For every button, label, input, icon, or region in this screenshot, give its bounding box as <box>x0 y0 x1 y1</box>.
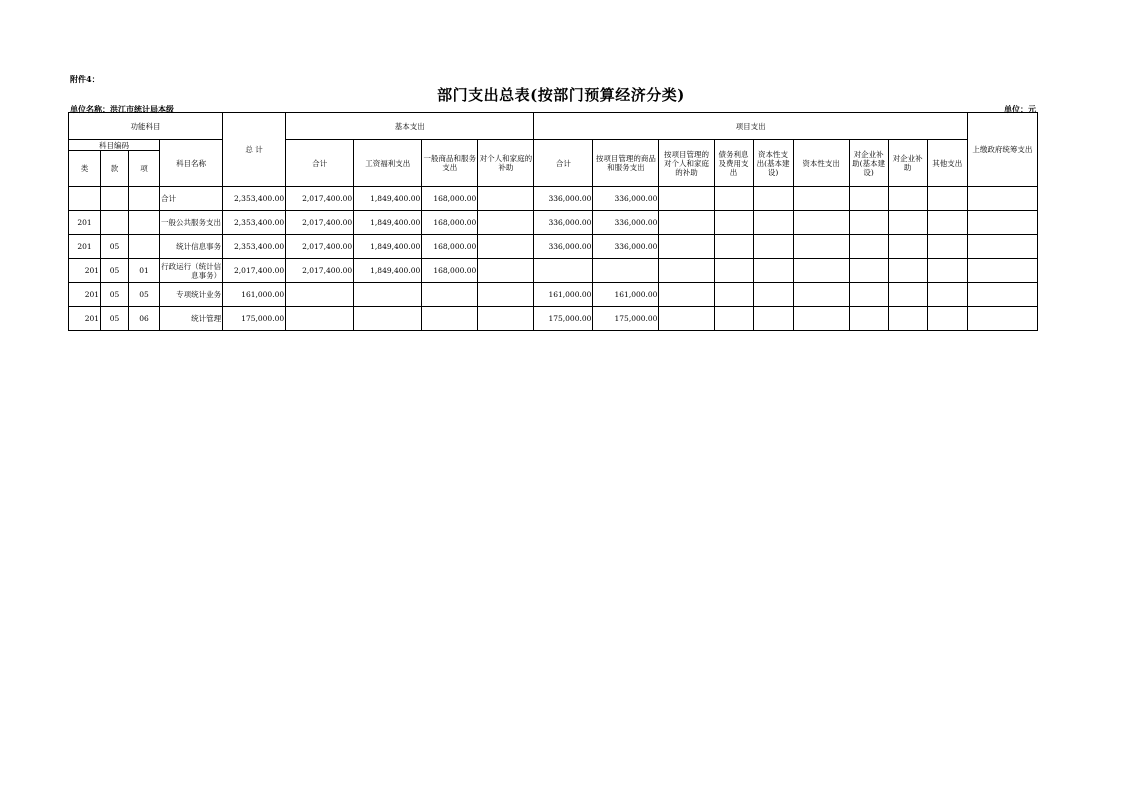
func-subject-header: 功能科目 <box>69 113 223 140</box>
other-header: 其他支出 <box>927 140 967 187</box>
wages-cell <box>354 307 422 331</box>
basic-expenditure-header: 基本支出 <box>286 113 534 140</box>
empty-cell <box>793 187 849 211</box>
empty-cell <box>793 211 849 235</box>
xiang-cell: 05 <box>129 283 160 307</box>
empty-cell <box>793 259 849 283</box>
basic-total-cell <box>286 307 354 331</box>
enterprise-header: 对企业补助 <box>888 140 927 187</box>
basic-total-cell: 2,017,400.00 <box>286 259 354 283</box>
project-total-cell: 161,000.00 <box>534 283 593 307</box>
empty-cell <box>714 283 753 307</box>
empty-cell <box>714 307 753 331</box>
basic-total-header: 合计 <box>286 140 354 187</box>
project-goods-cell: 336,000.00 <box>593 235 659 259</box>
empty-cell <box>714 235 753 259</box>
project-total-cell: 336,000.00 <box>534 235 593 259</box>
xiang-cell <box>129 235 160 259</box>
subject-name-cell: 统计管理 <box>160 307 223 331</box>
lei-header: 类 <box>69 151 101 187</box>
project-total-cell: 336,000.00 <box>534 211 593 235</box>
empty-cell <box>927 211 967 235</box>
empty-cell <box>967 235 1037 259</box>
page-title: 部门支出总表(按部门预算经济分类) <box>437 86 685 104</box>
subsidy-cell <box>478 235 534 259</box>
project-total-cell: 175,000.00 <box>534 307 593 331</box>
xiang-cell: 01 <box>129 259 160 283</box>
total-header: 总 计 <box>223 113 286 187</box>
attachment-label: 附件4： <box>70 74 100 84</box>
empty-cell <box>793 283 849 307</box>
empty-cell <box>659 187 714 211</box>
empty-cell <box>849 235 888 259</box>
wages-cell <box>354 283 422 307</box>
xiang-cell: 06 <box>129 307 160 331</box>
basic-total-cell: 2,017,400.00 <box>286 211 354 235</box>
table-row <box>69 211 1038 235</box>
empty-cell <box>967 307 1037 331</box>
kuan-cell: 05 <box>101 235 129 259</box>
empty-cell <box>927 187 967 211</box>
table-row <box>69 235 1038 259</box>
subject-name-cell: 一般公共服务支出 <box>160 211 223 235</box>
empty-cell <box>888 307 927 331</box>
empty-cell <box>849 259 888 283</box>
subject-name-cell: 行政运行（统计信息事务） <box>160 259 223 283</box>
empty-cell <box>849 187 888 211</box>
empty-cell <box>793 235 849 259</box>
currency-unit-label: 单位：元 <box>1004 104 1036 114</box>
project-expenditure-header: 项目支出 <box>534 113 967 140</box>
household-subsidy-header: 对个人和家庭的补助 <box>478 140 534 187</box>
empty-cell <box>753 283 793 307</box>
empty-cell <box>659 259 714 283</box>
project-goods-header: 按项目管理的商品和服务支出 <box>593 140 659 187</box>
table-row <box>69 283 1038 307</box>
project-goods-cell: 175,000.00 <box>593 307 659 331</box>
subsidy-cell <box>478 211 534 235</box>
empty-cell <box>967 259 1037 283</box>
total-cell: 2,353,400.00 <box>223 211 286 235</box>
kuan-header: 款 <box>101 151 129 187</box>
kuan-cell <box>101 187 129 211</box>
unit-name-label: 单位名称：洪江市统计局本级 <box>70 104 174 114</box>
empty-cell <box>888 235 927 259</box>
header-row-1 <box>69 113 1038 140</box>
wages-cell: 1,849,400.00 <box>354 187 422 211</box>
subsidy-cell <box>478 307 534 331</box>
project-total-header: 合计 <box>534 140 593 187</box>
subject-name-header: 科目名称 <box>160 140 223 187</box>
empty-cell <box>753 211 793 235</box>
empty-cell <box>927 307 967 331</box>
total-cell: 2,353,400.00 <box>223 235 286 259</box>
goods-cell: 168,000.00 <box>422 259 478 283</box>
empty-cell <box>888 187 927 211</box>
lei-cell <box>69 187 101 211</box>
basic-total-cell <box>286 283 354 307</box>
subsidy-cell <box>478 187 534 211</box>
empty-cell <box>849 307 888 331</box>
xiang-cell <box>129 211 160 235</box>
empty-cell <box>714 187 753 211</box>
empty-cell <box>659 307 714 331</box>
table-row <box>69 307 1038 331</box>
wages-header: 工资福利支出 <box>354 140 422 187</box>
empty-cell <box>888 283 927 307</box>
empty-cell <box>967 283 1037 307</box>
empty-cell <box>967 211 1037 235</box>
expenditure-table <box>68 112 1038 331</box>
project-goods-cell: 161,000.00 <box>593 283 659 307</box>
lei-cell: 201 <box>69 211 101 235</box>
subsidy-cell <box>478 283 534 307</box>
empty-cell <box>967 187 1037 211</box>
total-cell: 161,000.00 <box>223 283 286 307</box>
empty-cell <box>888 211 927 235</box>
goods-cell: 168,000.00 <box>422 211 478 235</box>
goods-services-header: 一般商品和服务支出 <box>422 140 478 187</box>
subsidy-cell <box>478 259 534 283</box>
empty-cell <box>714 259 753 283</box>
project-goods-cell <box>593 259 659 283</box>
empty-cell <box>927 259 967 283</box>
project-total-cell <box>534 259 593 283</box>
xiang-cell <box>129 187 160 211</box>
subject-code-header: 科目编码 <box>69 140 160 151</box>
table-row <box>69 187 1038 211</box>
goods-cell <box>422 283 478 307</box>
subject-name-cell: 专项统计业务 <box>160 283 223 307</box>
empty-cell <box>753 259 793 283</box>
table-row <box>69 259 1038 283</box>
empty-cell <box>927 283 967 307</box>
upper-gov-header: 上缴政府统筹支出 <box>967 113 1037 187</box>
lei-cell: 201 <box>69 259 101 283</box>
kuan-cell: 05 <box>101 259 129 283</box>
project-goods-cell: 336,000.00 <box>593 211 659 235</box>
xiang-header: 项 <box>129 151 160 187</box>
empty-cell <box>793 307 849 331</box>
kuan-cell: 05 <box>101 283 129 307</box>
empty-cell <box>888 259 927 283</box>
basic-total-cell: 2,017,400.00 <box>286 187 354 211</box>
empty-cell <box>753 235 793 259</box>
wages-cell: 1,849,400.00 <box>354 235 422 259</box>
basic-total-cell: 2,017,400.00 <box>286 235 354 259</box>
header-row-2 <box>69 140 1038 151</box>
kuan-cell: 05 <box>101 307 129 331</box>
project-subsidy-header: 按项目管理的对个人和家庭的补助 <box>659 140 714 187</box>
kuan-cell <box>101 211 129 235</box>
project-goods-cell: 336,000.00 <box>593 187 659 211</box>
total-cell: 175,000.00 <box>223 307 286 331</box>
empty-cell <box>659 211 714 235</box>
empty-cell <box>849 211 888 235</box>
lei-cell: 201 <box>69 307 101 331</box>
empty-cell <box>927 235 967 259</box>
wages-cell: 1,849,400.00 <box>354 211 422 235</box>
wages-cell: 1,849,400.00 <box>354 259 422 283</box>
empty-cell <box>849 283 888 307</box>
goods-cell: 168,000.00 <box>422 235 478 259</box>
project-total-cell: 336,000.00 <box>534 187 593 211</box>
lei-cell: 201 <box>69 283 101 307</box>
total-cell: 2,353,400.00 <box>223 187 286 211</box>
debt-interest-header: 债务利息及费用支出 <box>714 140 753 187</box>
goods-cell: 168,000.00 <box>422 187 478 211</box>
lei-cell: 201 <box>69 235 101 259</box>
enterprise-build-header: 对企业补助(基本建设) <box>849 140 888 187</box>
capital-header: 资本性支出 <box>793 140 849 187</box>
empty-cell <box>659 235 714 259</box>
subject-name-cell: 统计信息事务 <box>160 235 223 259</box>
capital-build-header: 资本性支出(基本建设) <box>753 140 793 187</box>
empty-cell <box>753 307 793 331</box>
total-cell: 2,017,400.00 <box>223 259 286 283</box>
empty-cell <box>659 283 714 307</box>
subject-name-cell: 合计 <box>160 187 223 211</box>
goods-cell <box>422 307 478 331</box>
empty-cell <box>753 187 793 211</box>
empty-cell <box>714 211 753 235</box>
